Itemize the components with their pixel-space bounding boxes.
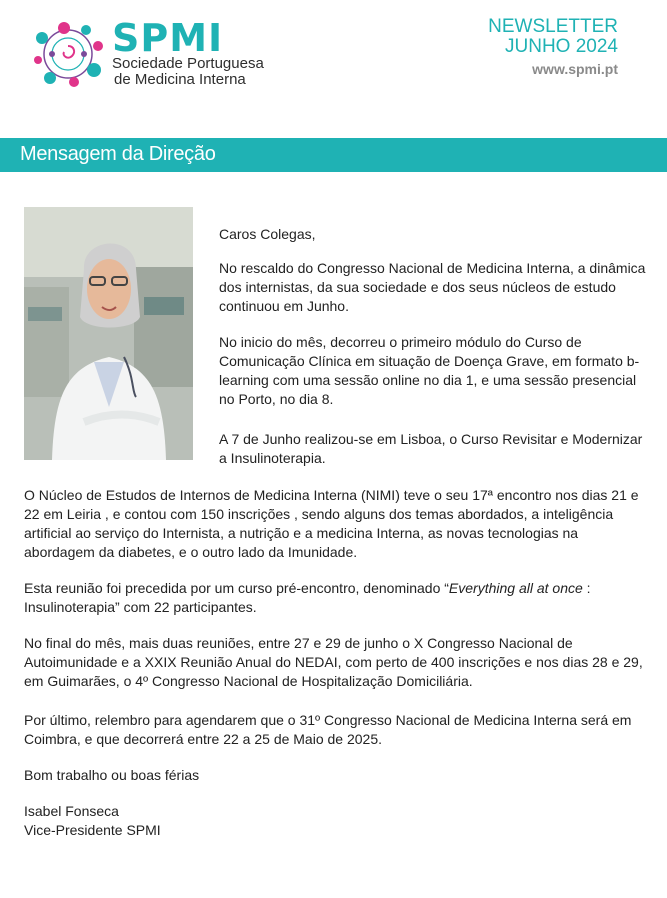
- greeting: Caros Colegas,: [219, 226, 316, 242]
- paragraph-3: A 7 de Junho realizou-se em Lisboa, o Curso Revisitar e Modernizar a Insulinoterapia.: [219, 431, 643, 466]
- edition-date: JUNHO 2024: [505, 36, 618, 57]
- section-banner: [0, 138, 667, 172]
- author-photo: [24, 207, 193, 460]
- paragraph-5-text-start: Esta reunião foi precedida por um curso pré-encontro, denominado “: [24, 580, 449, 596]
- closing: Bom trabalho ou boas férias: [24, 767, 200, 783]
- paragraph-1: No rescaldo do Congresso Nacional de Medicina Interna, a dinâmica dos internistas, da sua sociedade e dos seus núcleos de estudo continuou em Junho.: [219, 260, 646, 314]
- section-title: Mensagem da Direção: [20, 143, 216, 165]
- paragraph-6: No final do mês, mais duas reuniões, entre 27 e 29 de junho o X Congresso Nacional de Autoimunidade e a XXIX Reunião Anual do NEDAI, com perto de 400 inscrições e nos dias 28 e 29, em Guimarães, o 4º Congresso Nacional de Hospitalização Domiciliária.: [24, 635, 643, 689]
- paragraph-4: O Núcleo de Estudos de Internos de Medicina Interna (NIMI) teve o seu 17ª encontro nos dias 21 e 22 em Leiria , e contou com 150 inscrições , sendo alguns dos temas abordados, a inteligência artificial ao serviço do Internista, a nutrição e a medicina Interna, as novas tecnologias na abordagem da diabetes, e o outro lado da Imunidade.: [24, 487, 639, 560]
- brand-name: SPMI: [112, 16, 224, 60]
- paragraph-5-text-end: : Insulinoterapia” com 22 participantes.: [24, 580, 591, 615]
- signature-name: Isabel Fonseca: [24, 803, 119, 819]
- spmi-logo-icon: [28, 18, 108, 90]
- brand-subtitle-line2: de Medicina Interna: [114, 71, 246, 88]
- paragraph-5: [24, 579, 649, 617]
- newsletter-header: [0, 0, 667, 138]
- brand-block: [112, 16, 264, 88]
- website-link[interactable]: www.spmi.pt: [532, 61, 618, 77]
- newsletter-label: NEWSLETTER: [488, 16, 618, 37]
- paragraph-7: Por último, relembro para agendarem que o 31º Congresso Nacional de Medicina Interna será em Coimbra, e que decorrerá entre 22 a 25 de Maio de 2025.: [24, 712, 632, 747]
- course-title-italic: Everything all at once: [448, 580, 583, 596]
- paragraph-2: No inicio do mês, decorreu o primeiro módulo do Curso de Comunicação Clínica em situação de Doença Grave, em formato b-learning com uma sessão online no dia 1, e uma sessão presencial no Porto, no dia 8.: [219, 334, 640, 407]
- signature-role: Vice-Presidente SPMI: [24, 822, 161, 838]
- brand-subtitle-line1: Sociedade Portuguesa: [112, 55, 264, 72]
- newsletter-info: [488, 17, 618, 77]
